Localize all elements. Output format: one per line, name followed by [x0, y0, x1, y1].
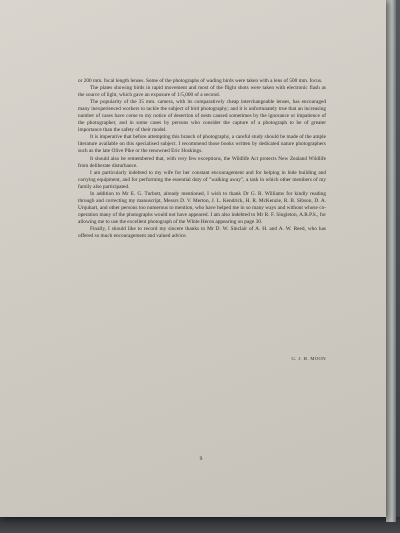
page-number: 9	[199, 456, 203, 462]
paragraph: The popularity of the 35 mm. camera, with its comparatively cheap interchangeable lenses, has encouraged many inexperienced workers to tackle the subject of bird photography; and it is unfortunately true that an increasing number of cases have come to my notice of desertion of nests caused sometimes by the ignorance or impatience of the photographer, and in some cases by persons who consider the capture of a photograph to be of greater importance than the safety of their model.	[78, 99, 326, 134]
paragraph: It should also be remembered that, with very few exceptions, the Wildlife Act protects New Zealand Wildlife from deliberate disturbance.	[78, 155, 326, 169]
paragraph: Finally, I should like to record my sincere thanks to Mr D. W. Sinclair of A. H. and A. W. Reed, who has offered so much encouragement and valued advice.	[78, 225, 326, 240]
body-text	[78, 78, 326, 240]
page-bottom-shadow	[0, 517, 400, 533]
paragraph: or 200 mm. focal length lenses. Some of the photographs of wading birds were taken with a lens of 500 mm. focus.	[78, 78, 323, 84]
author-signature: G. J. H. MOON	[291, 356, 326, 361]
paragraph: It is imperative that before attempting this branch of photography, a careful study should be made of the ample literature available on this specialised subject. I recommend those books written by dedicated nature photographers such as the late Olive Pike or the renowned Eric Hoskings.	[78, 134, 326, 155]
paragraph: The plates showing birds in rapid movement and most of the flight shots were taken with electronic flash as the source of light, which gave an exposure of 1/5,000 of a second.	[78, 85, 326, 99]
paragraph: I am particularly indebted to my wife for her constant encouragement and for helping in hide building and carrying equipment, and for performing the essential duty of "walking away", a task in which other members of my family also participated.	[78, 169, 326, 190]
paragraph: In addition to Mr E. G. Turbott, already mentioned, I wish to thank Dr G. R. Williams for kindly reading through and correcting my manuscript, Messrs D. V. Merton, J. L. Kendrick, H. R. McKenzie, R. B. Sibson, D. A. Urquhart, and other persons too numerous to mention, who have helped me in so many ways and without whose co-operation many of the photographs would not have appeared. I am also indebted to Mr R. F. Singleton, A.R.P.S., for allowing me to use the excellent photograph of the White Heron appearing on page 30.	[78, 190, 326, 225]
page-stack-edge	[386, 0, 396, 522]
